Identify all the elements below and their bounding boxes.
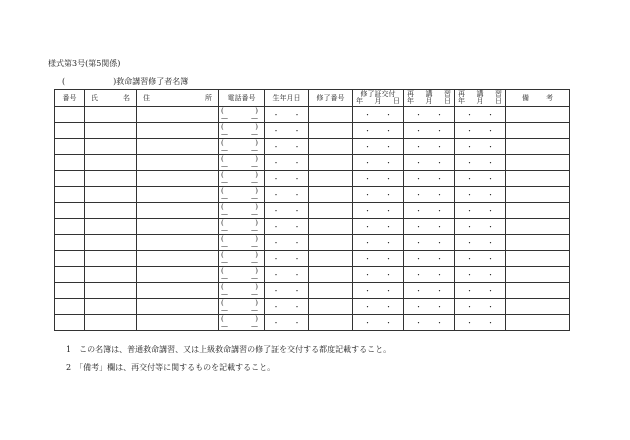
- cell-completion-no: [309, 171, 353, 187]
- cell-retraining-1: ・ ・: [404, 235, 455, 251]
- cell-retraining-2: ・ ・: [455, 123, 506, 139]
- cell-birthdate: ・ ・: [265, 107, 309, 123]
- cell-birthdate: ・ ・: [265, 203, 309, 219]
- header-phone: 電話番号: [219, 90, 265, 107]
- cell-certificate-issue: ・ ・: [353, 187, 404, 203]
- cell-remarks: [506, 203, 570, 219]
- cell-retraining-1: ・ ・: [404, 219, 455, 235]
- cell-name: [85, 139, 137, 155]
- cell-remarks: [506, 235, 570, 251]
- cell-retraining-2: ・ ・: [455, 203, 506, 219]
- cell-number: [55, 283, 85, 299]
- cell-completion-no: [309, 123, 353, 139]
- cell-retraining-1: ・ ・: [404, 299, 455, 315]
- cell-certificate-issue: ・ ・: [353, 203, 404, 219]
- cell-name: [85, 235, 137, 251]
- table-row: [55, 171, 570, 187]
- cell-name: [85, 187, 137, 203]
- cell-address: [137, 187, 219, 203]
- cell-certificate-issue: ・ ・: [353, 283, 404, 299]
- cell-retraining-1: ・ ・: [404, 315, 455, 331]
- cell-name: [85, 283, 137, 299]
- cell-certificate-issue: ・ ・: [353, 251, 404, 267]
- header-certificate-issue: 修了証交付 年 月 日: [353, 90, 404, 107]
- cell-remarks: [506, 171, 570, 187]
- cell-completion-no: [309, 155, 353, 171]
- cell-retraining-1: ・ ・: [404, 251, 455, 267]
- cell-retraining-2: ・ ・: [455, 107, 506, 123]
- cell-number: [55, 171, 85, 187]
- table-row: [55, 123, 570, 139]
- cell-address: [137, 203, 219, 219]
- cell-phone: ( ) — —: [219, 283, 265, 299]
- cell-name: [85, 123, 137, 139]
- cell-name: [85, 107, 137, 123]
- cell-retraining-2: ・ ・: [455, 187, 506, 203]
- table-row: [55, 187, 570, 203]
- cell-birthdate: ・ ・: [265, 299, 309, 315]
- cell-retraining-2: ・ ・: [455, 139, 506, 155]
- cell-certificate-issue: ・ ・: [353, 123, 404, 139]
- cell-remarks: [506, 315, 570, 331]
- cell-address: [137, 123, 219, 139]
- cell-birthdate: ・ ・: [265, 123, 309, 139]
- header-row: [55, 90, 570, 107]
- cell-name: [85, 251, 137, 267]
- cell-number: [55, 235, 85, 251]
- table-row: [55, 219, 570, 235]
- cell-phone: ( ) — —: [219, 123, 265, 139]
- cell-number: [55, 203, 85, 219]
- cell-certificate-issue: ・ ・: [353, 315, 404, 331]
- cell-address: [137, 267, 219, 283]
- cell-retraining-1: ・ ・: [404, 107, 455, 123]
- header-retraining-1: 再 講 習 年 月 日: [404, 90, 455, 107]
- table-row: [55, 251, 570, 267]
- cell-completion-no: [309, 299, 353, 315]
- cell-retraining-1: ・ ・: [404, 187, 455, 203]
- cell-retraining-2: ・ ・: [455, 155, 506, 171]
- cell-retraining-1: ・ ・: [404, 171, 455, 187]
- cell-number: [55, 123, 85, 139]
- header-completion-no: 修了番号: [309, 90, 353, 107]
- cell-name: [85, 203, 137, 219]
- cell-remarks: [506, 251, 570, 267]
- cell-remarks: [506, 283, 570, 299]
- cell-phone: ( ) — —: [219, 219, 265, 235]
- cell-remarks: [506, 139, 570, 155]
- cell-birthdate: ・ ・: [265, 235, 309, 251]
- cell-name: [85, 219, 137, 235]
- cell-remarks: [506, 155, 570, 171]
- roster-table: [54, 89, 570, 331]
- cell-retraining-2: ・ ・: [455, 299, 506, 315]
- cell-remarks: [506, 187, 570, 203]
- cell-birthdate: ・ ・: [265, 267, 309, 283]
- cell-completion-no: [309, 139, 353, 155]
- cell-retraining-1: ・ ・: [404, 123, 455, 139]
- cell-certificate-issue: ・ ・: [353, 267, 404, 283]
- cell-name: [85, 155, 137, 171]
- cell-address: [137, 219, 219, 235]
- cell-number: [55, 315, 85, 331]
- cell-number: [55, 139, 85, 155]
- cell-birthdate: ・ ・: [265, 139, 309, 155]
- cell-completion-no: [309, 235, 353, 251]
- cell-birthdate: ・ ・: [265, 171, 309, 187]
- cell-retraining-2: ・ ・: [455, 283, 506, 299]
- table-row: [55, 155, 570, 171]
- cell-address: [137, 251, 219, 267]
- cell-remarks: [506, 219, 570, 235]
- cell-certificate-issue: ・ ・: [353, 299, 404, 315]
- cell-retraining-1: ・ ・: [404, 139, 455, 155]
- cell-phone: ( ) — —: [219, 299, 265, 315]
- cell-address: [137, 171, 219, 187]
- cell-remarks: [506, 267, 570, 283]
- roster-title: ( )救命講習修了者名簿: [62, 77, 189, 86]
- cell-address: [137, 299, 219, 315]
- cell-certificate-issue: ・ ・: [353, 107, 404, 123]
- cell-phone: ( ) — —: [219, 171, 265, 187]
- cell-retraining-2: ・ ・: [455, 267, 506, 283]
- table-row: [55, 203, 570, 219]
- cell-certificate-issue: ・ ・: [353, 219, 404, 235]
- header-address: 住 所: [137, 90, 219, 107]
- header-remarks: 備 考: [506, 90, 570, 107]
- cell-phone: ( ) — —: [219, 315, 265, 331]
- cell-completion-no: [309, 203, 353, 219]
- header-birthdate: 生年月日: [265, 90, 309, 107]
- cell-completion-no: [309, 251, 353, 267]
- cell-remarks: [506, 123, 570, 139]
- table-row: [55, 107, 570, 123]
- cell-number: [55, 299, 85, 315]
- cell-address: [137, 139, 219, 155]
- cell-name: [85, 171, 137, 187]
- cell-phone: ( ) — —: [219, 203, 265, 219]
- cell-certificate-issue: ・ ・: [353, 139, 404, 155]
- cell-phone: ( ) — —: [219, 187, 265, 203]
- header-name: 氏 名: [85, 90, 137, 107]
- cell-phone: ( ) — —: [219, 139, 265, 155]
- cell-number: [55, 187, 85, 203]
- table-row: [55, 267, 570, 283]
- header-retraining-2: 再 講 習 年 月 日: [455, 90, 506, 107]
- cell-address: [137, 283, 219, 299]
- cell-retraining-1: ・ ・: [404, 203, 455, 219]
- cell-number: [55, 107, 85, 123]
- cell-remarks: [506, 299, 570, 315]
- cell-phone: ( ) — —: [219, 251, 265, 267]
- cell-birthdate: ・ ・: [265, 251, 309, 267]
- form-number: 様式第3号(第5関係): [48, 59, 121, 68]
- cell-remarks: [506, 107, 570, 123]
- cell-number: [55, 267, 85, 283]
- table-row: [55, 315, 570, 331]
- cell-retraining-1: ・ ・: [404, 283, 455, 299]
- cell-completion-no: [309, 283, 353, 299]
- cell-phone: ( ) — —: [219, 107, 265, 123]
- table-row: [55, 139, 570, 155]
- note-2: 2 「備考」欄は、再交付等に関するものを記載すること。: [66, 363, 276, 372]
- cell-address: [137, 315, 219, 331]
- table-row: [55, 283, 570, 299]
- table-row: [55, 299, 570, 315]
- cell-completion-no: [309, 219, 353, 235]
- cell-address: [137, 107, 219, 123]
- cell-birthdate: ・ ・: [265, 155, 309, 171]
- cell-birthdate: ・ ・: [265, 315, 309, 331]
- cell-name: [85, 267, 137, 283]
- table-row: [55, 235, 570, 251]
- cell-retraining-2: ・ ・: [455, 235, 506, 251]
- cell-retraining-1: ・ ・: [404, 155, 455, 171]
- cell-birthdate: ・ ・: [265, 283, 309, 299]
- cell-retraining-2: ・ ・: [455, 315, 506, 331]
- cell-birthdate: ・ ・: [265, 219, 309, 235]
- cell-retraining-2: ・ ・: [455, 171, 506, 187]
- cell-completion-no: [309, 107, 353, 123]
- cell-certificate-issue: ・ ・: [353, 171, 404, 187]
- cell-name: [85, 299, 137, 315]
- cell-phone: ( ) — —: [219, 235, 265, 251]
- cell-retraining-1: ・ ・: [404, 267, 455, 283]
- cell-retraining-2: ・ ・: [455, 219, 506, 235]
- header-number: 番号: [55, 90, 85, 107]
- cell-address: [137, 155, 219, 171]
- cell-completion-no: [309, 267, 353, 283]
- cell-retraining-2: ・ ・: [455, 251, 506, 267]
- cell-phone: ( ) — —: [219, 155, 265, 171]
- cell-phone: ( ) — —: [219, 267, 265, 283]
- cell-birthdate: ・ ・: [265, 187, 309, 203]
- note-1: 1 この名簿は、普通救命講習、又は上級救命講習の修了証を交付する都度記載すること。: [66, 345, 392, 354]
- cell-certificate-issue: ・ ・: [353, 155, 404, 171]
- cell-number: [55, 155, 85, 171]
- cell-address: [137, 235, 219, 251]
- cell-number: [55, 251, 85, 267]
- cell-number: [55, 219, 85, 235]
- cell-name: [85, 315, 137, 331]
- cell-completion-no: [309, 315, 353, 331]
- cell-certificate-issue: ・ ・: [353, 235, 404, 251]
- cell-completion-no: [309, 187, 353, 203]
